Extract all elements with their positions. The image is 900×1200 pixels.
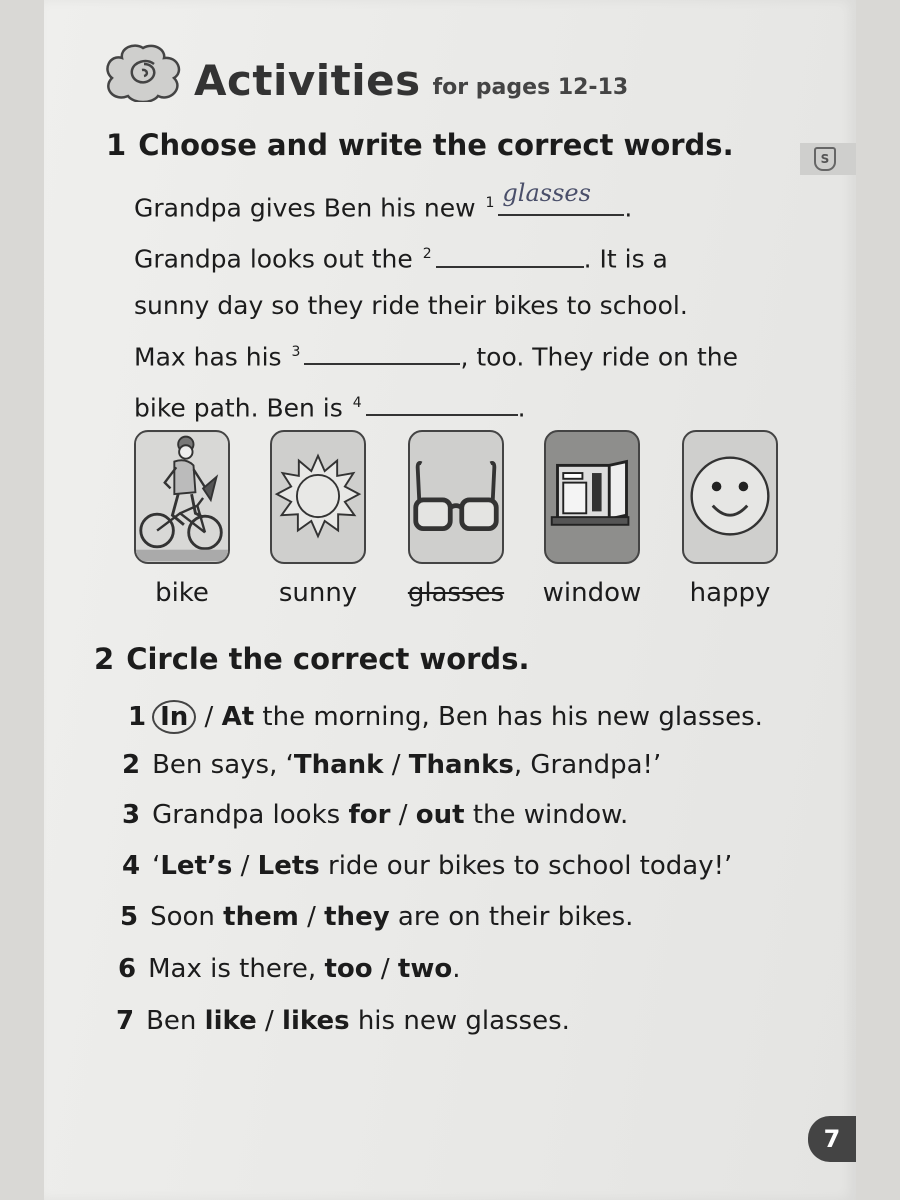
- item-rest: are on their bikes.: [389, 902, 634, 932]
- section2-heading: Circle the correct words.: [126, 642, 530, 676]
- item-rest: ride our bikes to school today!’: [319, 851, 733, 881]
- list-item-2: [122, 750, 661, 780]
- blank-2[interactable]: [436, 244, 584, 268]
- line4-text: Max has his: [134, 341, 282, 371]
- choice-b[interactable]: Lets: [257, 851, 320, 881]
- sun-icon: [272, 432, 364, 562]
- choice-separator: /: [196, 702, 222, 732]
- card-label-sunny: sunny: [278, 578, 358, 608]
- item-pre: Ben: [146, 1006, 205, 1036]
- para-line-5: [134, 380, 794, 431]
- item-pre: Max is there,: [148, 954, 325, 984]
- choice-a-circled[interactable]: In: [152, 700, 196, 734]
- para-line-1: [134, 180, 794, 231]
- choice-b[interactable]: Thanks: [408, 750, 514, 780]
- choice-b[interactable]: they: [324, 902, 390, 932]
- list-item-1: [128, 700, 763, 734]
- choice-a[interactable]: for: [348, 800, 391, 830]
- page-title: Activities: [194, 56, 421, 105]
- section-badge: [800, 143, 856, 175]
- line2-end: . It is a: [583, 244, 668, 274]
- item-rest: the window.: [464, 800, 629, 830]
- card-glasses: [408, 430, 504, 564]
- line1-end: .: [624, 193, 633, 223]
- item-number: 3: [122, 800, 141, 830]
- blank4-number: 4: [352, 394, 362, 411]
- line5-end: .: [517, 393, 526, 423]
- item-rest: his new glasses.: [349, 1006, 570, 1036]
- page-number: 7: [808, 1116, 856, 1162]
- list-item-7: [116, 1006, 570, 1036]
- item-number: 5: [120, 902, 139, 932]
- para-line-2: [134, 231, 794, 282]
- para-line-4: [134, 329, 794, 380]
- smiley-icon: [684, 432, 776, 562]
- shield-s-icon: S: [814, 147, 836, 171]
- gap-fill-paragraph: [134, 180, 794, 431]
- section1-title: [106, 128, 734, 162]
- list-item-5: [120, 902, 633, 932]
- choice-a[interactable]: like: [204, 1006, 257, 1036]
- choice-separator: /: [232, 851, 258, 881]
- choice-a[interactable]: Let’s: [160, 851, 233, 881]
- item-number: 4: [122, 851, 141, 881]
- choice-separator: /: [390, 800, 416, 830]
- choice-b[interactable]: out: [415, 800, 465, 830]
- section2-number: 2: [94, 642, 115, 676]
- blank1-number: 1: [485, 195, 495, 211]
- item-pre: Soon: [150, 902, 224, 932]
- choice-separator: /: [256, 1006, 283, 1036]
- item-rest: .: [452, 954, 461, 984]
- blank2-number: 2: [422, 246, 432, 263]
- card-label-happy: happy: [689, 578, 771, 608]
- handwritten-answer-1: glasses: [502, 179, 591, 208]
- card-sunny: [270, 430, 366, 564]
- line2-text: Grandpa looks out the: [134, 244, 413, 274]
- workbook-page: [44, 0, 856, 1200]
- para-line-3: sunny day so they ride their bikes to school.: [134, 290, 688, 320]
- card-label-glasses: glasses: [407, 578, 505, 608]
- section1-number: 1: [106, 128, 127, 162]
- word-picture-cards: [134, 430, 784, 630]
- activities-header: [104, 44, 629, 105]
- card-window: [544, 430, 640, 564]
- item-pre: Ben says, ‘: [152, 750, 294, 780]
- line1-text: Grandpa gives Ben his new: [134, 193, 476, 223]
- window-icon: [546, 432, 638, 562]
- blank3-number: 3: [291, 343, 301, 360]
- blank-3[interactable]: [304, 341, 460, 365]
- item-pre: Grandpa looks: [152, 800, 349, 830]
- choice-b[interactable]: two: [397, 954, 453, 984]
- item-rest: , Grandpa!’: [513, 750, 662, 780]
- choice-b[interactable]: At: [221, 702, 255, 732]
- choice-separator: /: [298, 902, 325, 932]
- page-subtitle: for pages 12-13: [432, 75, 629, 100]
- choice-a[interactable]: them: [223, 902, 299, 932]
- choice-a[interactable]: Thank: [293, 750, 384, 780]
- line5-text: bike path. Ben is: [134, 393, 343, 423]
- glasses-icon: [410, 432, 502, 562]
- card-bike: [134, 430, 230, 564]
- card-label-window: window: [542, 578, 642, 608]
- list-item-3: [122, 800, 628, 830]
- item-number: 7: [116, 1006, 135, 1036]
- list-item-4: [122, 851, 732, 881]
- item-pre: ‘: [152, 851, 161, 881]
- line4-end: , too. They ride on the: [460, 341, 738, 371]
- swirl-flower-icon: [104, 44, 182, 102]
- item-number: 1: [128, 702, 147, 732]
- choice-a[interactable]: too: [324, 954, 373, 984]
- list-item-6: [118, 954, 461, 984]
- choice-separator: /: [383, 750, 409, 780]
- section1-heading: Choose and write the correct words.: [138, 128, 734, 162]
- card-label-bike: bike: [155, 578, 209, 608]
- blank-4[interactable]: [366, 392, 518, 416]
- item-rest: the morning, Ben has his new glasses.: [254, 702, 763, 732]
- choice-separator: /: [372, 954, 398, 984]
- section2-title: [94, 642, 529, 676]
- item-number: 6: [118, 954, 137, 984]
- bike-icon: [136, 432, 228, 562]
- blank-1[interactable]: [498, 179, 624, 216]
- card-happy: [682, 430, 778, 564]
- item-number: 2: [122, 750, 141, 780]
- choice-b[interactable]: likes: [282, 1006, 350, 1036]
